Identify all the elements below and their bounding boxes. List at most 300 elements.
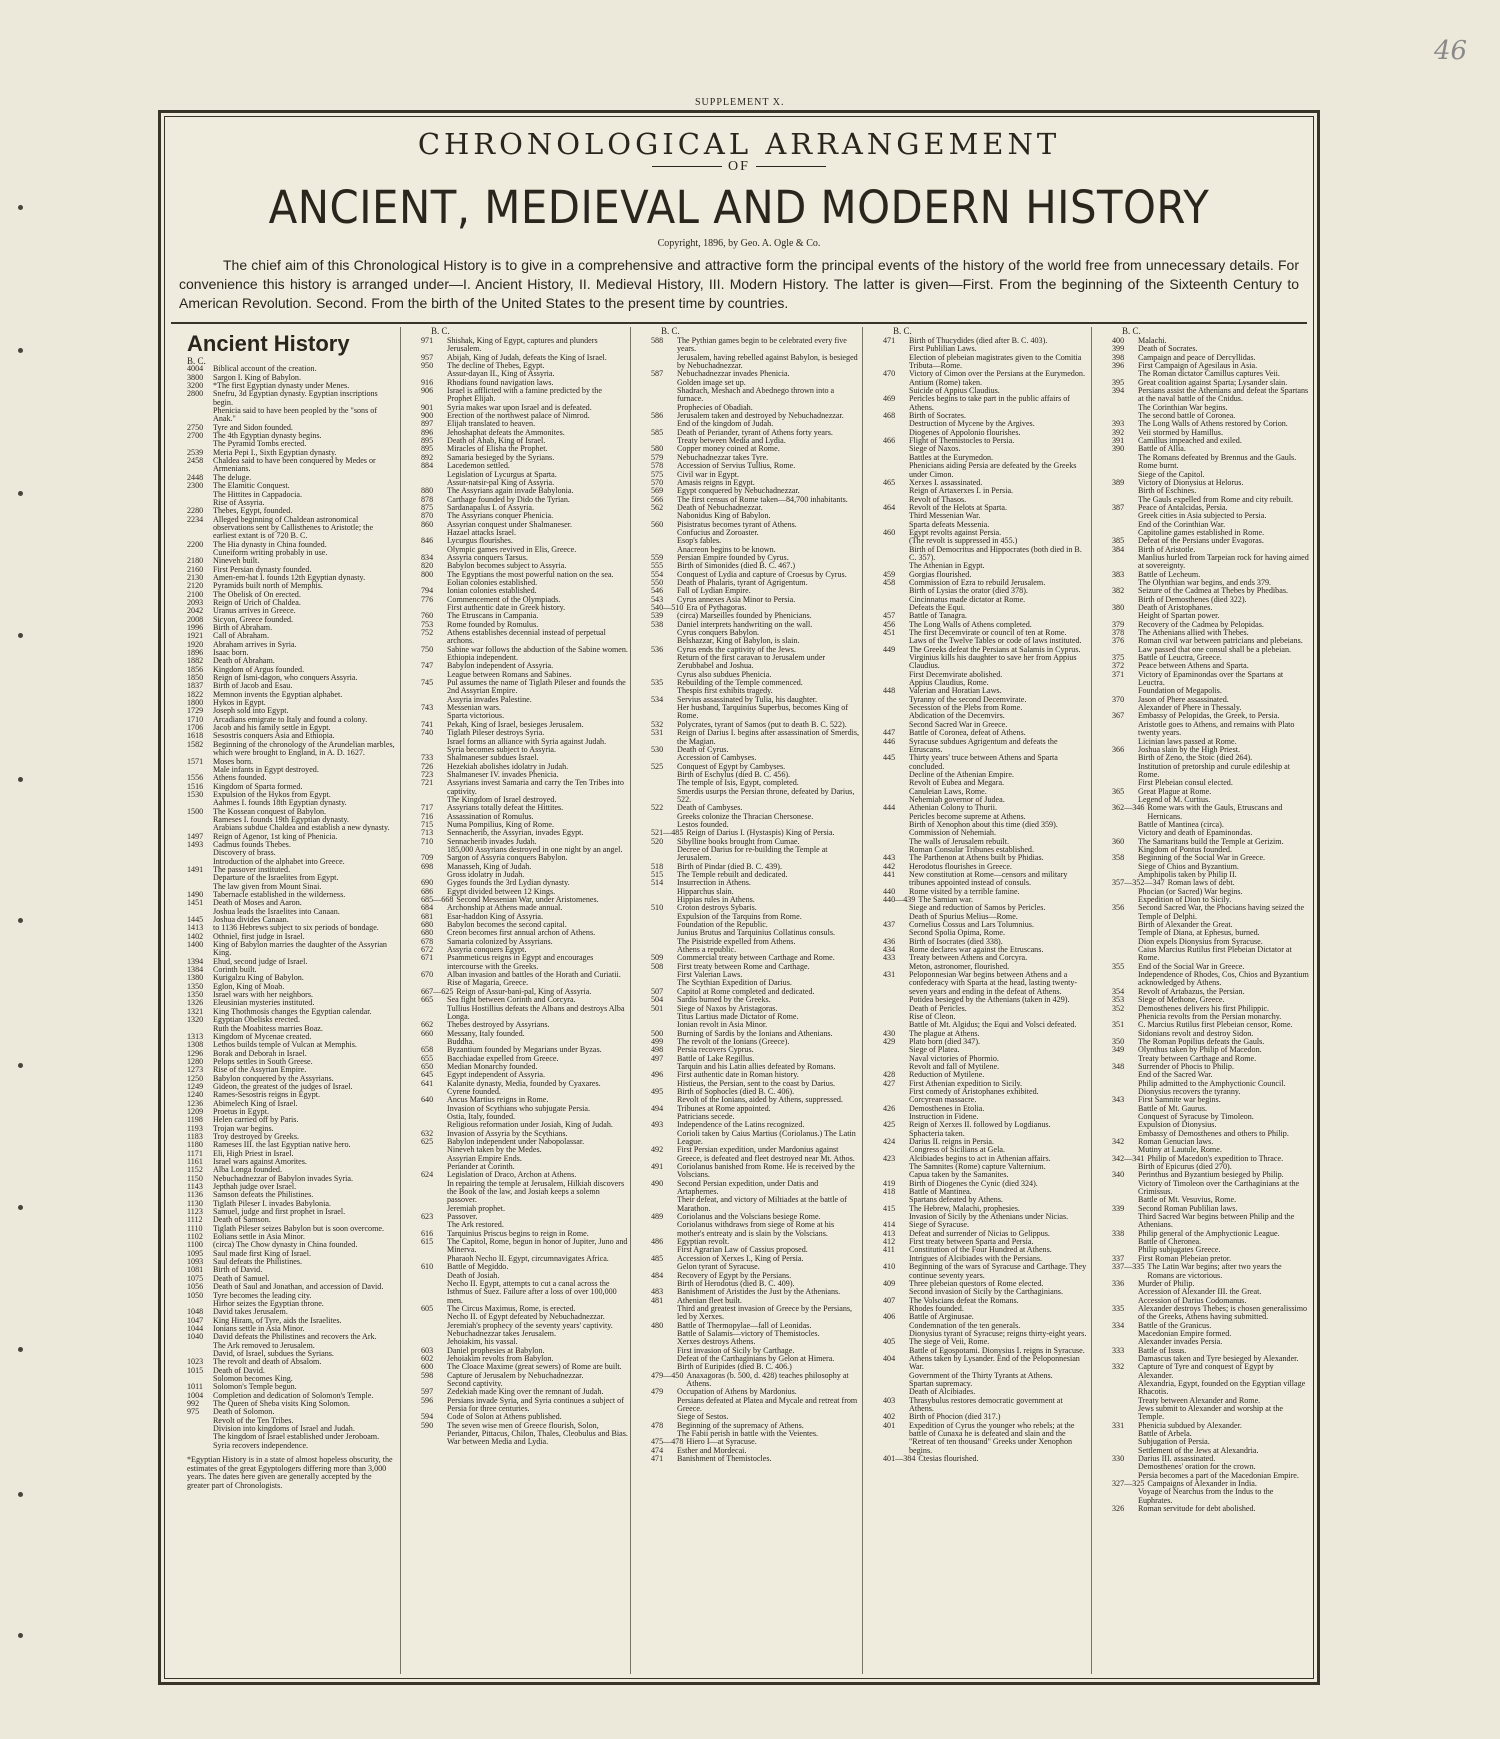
entry-text: Birth of Diogenes the Cynic (died 324). [909, 1178, 1038, 1188]
entry-text: Birth of Thucydides (died after B. C. 403). [909, 336, 1048, 345]
entry-year: 507 [651, 986, 664, 996]
entry-text: The Hia dynasty in China founded. [213, 539, 327, 549]
entry-year: 350 [1112, 1036, 1125, 1046]
timeline-entry [631, 654, 863, 671]
entry-year [883, 1055, 909, 1063]
timeline-entry [401, 521, 631, 529]
entry-text: Naval victories of Phormio. [909, 1053, 999, 1063]
entry-year [651, 1338, 677, 1346]
entry-year: 412 [883, 1237, 896, 1247]
entry-year: 579 [651, 452, 664, 462]
entry-year: 518 [651, 861, 664, 871]
entry-year: 878 [421, 494, 434, 504]
entry-text: Polycrates, tyrant of Samos (put to death B. C. 522). [677, 719, 847, 729]
entry-year: 632 [421, 1128, 434, 1138]
entry-year: 522 [651, 803, 664, 813]
entry-year: 602 [421, 1353, 434, 1363]
entry-text: Samaria colonized by Assyrians. [447, 936, 553, 946]
entry-text: Battle of Salamis—victory of Themistocles. [677, 1328, 820, 1338]
entry-year: 468 [883, 411, 896, 421]
timeline-entry [863, 1355, 1092, 1372]
entry-text: Assur-natsir-pal King of Assyria. [447, 477, 555, 487]
entry-year: 370 [1112, 694, 1125, 704]
entry-year: 498 [651, 1045, 664, 1055]
entry-text: Valerian and Horatian Laws. [909, 686, 1002, 696]
entry-year: 1493 [187, 839, 204, 849]
entry-text: Revolt and fall of Mytilene. [909, 1061, 1000, 1071]
entry-text: Demosthenes in Etolia. [909, 1103, 985, 1113]
entry-text: David, of Israel, subdues the Syrians. [213, 1348, 334, 1358]
timeline-entry [1092, 763, 1312, 780]
entry-text: Birth of Eschines. [1138, 486, 1197, 496]
entry-year [883, 654, 909, 671]
entry-text: Servius assassinated by Tulia, his daughter. [677, 694, 818, 704]
entry-text: The Pyramid Tombs erected. [213, 439, 307, 449]
entry-year: 425 [883, 1120, 896, 1130]
entry-text: Commission of Nehemiah. [909, 828, 996, 838]
entry-text: Capture of Jerusalem by Nebuchadnezzar. [447, 1370, 584, 1380]
entry-year: 1413 [187, 923, 204, 933]
entry-text: Death of Solomon. [213, 1407, 275, 1417]
entry-text: The temple of Isis, Egypt, completed. [677, 778, 799, 788]
entry-year [651, 379, 677, 387]
timeline-entry [1092, 1405, 1312, 1422]
entry-text: Abdication of the Decemvirs. [909, 711, 1005, 721]
entry-text: Foundation of the Republic. [677, 920, 768, 930]
entry-year: 404 [883, 1353, 896, 1363]
entry-text: Phocian (or Sacred) War begins. [1138, 886, 1243, 896]
timeline-entry [1092, 454, 1312, 471]
entry-year [651, 1305, 677, 1322]
entry-year: 901 [421, 402, 434, 412]
entry-text: Battle of Tanagra. [909, 611, 967, 621]
entry-text: Nebuchadnezzar of Babylon invades Syria. [213, 1173, 354, 1183]
entry-text: Borak and Deborah in Israel. [213, 1048, 307, 1058]
entry-text: Completion and dedication of Solomon's Temple. [213, 1390, 374, 1400]
timeline-entry [1092, 1363, 1312, 1380]
entry-text: Croton destroys Sybaris. [677, 903, 757, 913]
entry-year: 1850 [187, 673, 204, 683]
entry-year: 640 [421, 1095, 434, 1105]
entry-text: Reign of Darius I. begins after assassination of Smerdis, the Magian. [677, 728, 860, 746]
entry-text: Alexander of Phere in Thessaly. [1138, 703, 1242, 713]
timeline-entry [1092, 554, 1312, 571]
entry-year [1112, 1380, 1138, 1397]
entry-year [651, 788, 677, 805]
entry-year: 717 [421, 803, 434, 813]
entry-year: 1571 [187, 756, 204, 766]
entry-year: 401—384 [883, 1454, 916, 1464]
entry-year: 2458 [187, 456, 204, 466]
entry-text: Passover. [447, 1212, 478, 1222]
entry-text: First Decemvirate abolished. [909, 669, 1003, 679]
entry-text: Babylon conquered by the Assyrians. [213, 1073, 334, 1083]
timeline-entry [401, 679, 631, 696]
entry-text: (circa) The Chow dynasty in China founded. [213, 1240, 358, 1250]
entry-text: Treaty between Carthage and Rome. [1138, 1053, 1257, 1063]
entry-text: First Agrarian Law of Cassius proposed. [677, 1245, 808, 1255]
entry-text: Death of Josiah. [447, 1270, 500, 1280]
entry-text: Shishak, King of Egypt, captures and plunders Jerusalem. [447, 336, 598, 354]
binding-hole [18, 918, 23, 923]
entry-year: 2180 [187, 556, 204, 566]
entry-year: 534 [651, 694, 664, 704]
entry-year: 410 [883, 1262, 896, 1272]
entry-text: Condemnation of the ten generals. [909, 1320, 1021, 1330]
entry-year: 378 [1112, 628, 1125, 638]
entry-text: Xerxes destroys Athens. [677, 1337, 756, 1347]
entry-year: 1056 [187, 1282, 204, 1292]
entry-year: 402 [883, 1412, 896, 1422]
entry-text: Antium (Rome) taken. [909, 377, 983, 387]
timeline-entry [631, 729, 863, 746]
entry-year: 570 [651, 477, 664, 487]
entry-text: Legislation of Lycurgus at Sparta. [447, 469, 557, 479]
entry-text: Trojan war begins. [213, 1123, 274, 1133]
entry-text: Birth of Pindar (died B. C. 439). [677, 861, 782, 871]
entry-year: 1136 [187, 1190, 203, 1200]
entry-year: 532 [651, 719, 664, 729]
binding-hole [18, 1205, 23, 1210]
entry-year: 1516 [187, 781, 204, 791]
entry-text: Alcibiades begins to act in Athenian affairs. [909, 1153, 1051, 1163]
entry-text: Siege of Chios and Byzantium. [1138, 861, 1239, 871]
entry-text: Philip general of the Amphyctionic League. [1138, 1228, 1280, 1238]
entry-year [651, 846, 677, 863]
entry-year: 423 [883, 1153, 896, 1163]
entry-text: Persians invade Syria, and Syria continues a subject of Persia for three centuries. [447, 1395, 624, 1413]
entry-text: *The first Egyptian dynasty under Menes. [213, 381, 350, 391]
timeline-entry [863, 546, 1092, 563]
entry-year: 396 [1112, 361, 1125, 371]
entry-year: 1822 [187, 689, 204, 699]
entry-year: 2100 [187, 589, 204, 599]
entry-text: Battle of Arbela. [1138, 1429, 1192, 1439]
entry-text: Damascus taken and Tyre besieged by Alexander. [1138, 1353, 1299, 1363]
entry-text: Greek cities in Asia subjected to Persia. [1138, 511, 1267, 521]
entry-year: 1618 [187, 731, 204, 741]
entry-text: Seizure of the Cadmea at Thebes by Phedibas. [1138, 586, 1288, 596]
timeline-entry [1092, 1213, 1312, 1230]
entry-year: 343 [1112, 1095, 1125, 1105]
entry-text: Thrasybulus restores democratic government at Athens. [909, 1395, 1063, 1413]
entry-text: Rameses III. the last Egyptian native hero. [213, 1140, 351, 1150]
timeline-entry [631, 387, 863, 404]
entry-year: 710 [421, 836, 434, 846]
entry-year: 600 [421, 1362, 434, 1372]
entry-text: Reign of Assur-bani-pal, King of Assyria. [456, 986, 592, 996]
entry-text: Babylon independent of Assyria. [447, 661, 554, 671]
entry-year: 418 [883, 1187, 896, 1197]
entry-year: 1350 [187, 981, 204, 991]
entry-year: 794 [421, 586, 434, 596]
entry-text: Civil war in Egypt. [677, 469, 740, 479]
entry-year: 394 [1112, 386, 1125, 396]
entry-year [1112, 1238, 1138, 1246]
entry-text: Hazael attacks Israel. [447, 527, 516, 537]
entry-text: Reign of Xerxes II. followed by Logdianus. [909, 1120, 1051, 1130]
entry-text: Thespis first exhibits tragedy. [677, 686, 773, 696]
entry-text: Sargon of Assyria conquers Babylon. [447, 853, 568, 863]
entry-year: 834 [421, 552, 434, 562]
entry-year: 723 [421, 769, 434, 779]
timeline-entry [631, 1397, 863, 1414]
entry-year: 1296 [187, 1048, 204, 1058]
entry-text: King Hiram, of Tyre, aids the Israelites. [213, 1315, 342, 1325]
entry-text: Rames-Sesostris reigns in Egypt. [213, 1090, 321, 1100]
entry-year: 747 [421, 661, 434, 671]
entry-text: Manlius hurled from Tarpeian rock for having aimed at sovereignty. [1138, 552, 1309, 571]
entry-year: 376 [1112, 636, 1125, 646]
entry-year: 900 [421, 411, 434, 421]
entry-year: 658 [421, 1045, 434, 1055]
entry-year [883, 596, 909, 604]
timeline-entry [863, 754, 1092, 771]
entry-text: Memnon invents the Egyptian alphabet. [213, 689, 343, 699]
entry-text: Religious reformation under Josiah, King of Judah. [447, 1120, 613, 1130]
timeline-entry [863, 971, 1092, 996]
entry-text: End of the Sacred War. [1138, 1070, 1213, 1080]
timeline-entry [863, 1397, 1092, 1414]
entry-text: Siege and reduction of Samos by Pericles. [909, 903, 1046, 913]
entry-year [187, 1425, 213, 1433]
entry-year: 444 [883, 803, 896, 813]
timeline-entry [631, 1105, 863, 1113]
entry-year: 354 [1112, 986, 1125, 996]
entry-text: Pelops settles in South Greese. [213, 1056, 313, 1066]
entry-year: 479 [651, 1387, 664, 1397]
entry-text: David takes Jerusalem. [213, 1307, 288, 1317]
entry-text: Great coalition against Sparta; Lysander slain. [1138, 377, 1288, 387]
timeline-entry [1092, 1230, 1312, 1238]
entry-year: 975 [187, 1407, 200, 1417]
entry-text: Constitution of the Four Hundred at Athens. [909, 1245, 1052, 1255]
entry-year: 2700 [187, 431, 204, 441]
entry-year: 820 [421, 561, 434, 571]
entry-year [1112, 946, 1138, 963]
entry-text: Capitoline games established in Rome. [1138, 527, 1265, 537]
entry-list [167, 365, 400, 1450]
entry-text: Capua taken by the Samanites. [909, 1170, 1009, 1180]
entry-year: 358 [1112, 853, 1125, 863]
entry-year: 671 [421, 953, 434, 963]
entry-text: Commercial treaty between Carthage and Rome. [677, 953, 835, 963]
entry-year: 1209 [187, 1106, 204, 1116]
entry-year [883, 829, 909, 837]
timeline-entry [1092, 537, 1312, 545]
era-label: B. C. [187, 356, 206, 366]
entry-text: Nebuchadnezzar invades Phenicia. [677, 369, 790, 379]
entry-year: 357—352—347 [1112, 878, 1165, 888]
entry-year: 405 [883, 1337, 896, 1347]
history-frame [158, 110, 1320, 1685]
entry-text: Siege of Naxos by Aristagoras. [677, 1003, 778, 1013]
entry-year [1112, 1121, 1138, 1129]
timeline-entry [863, 1380, 1092, 1388]
entry-text: The seven wise men of Greece flourish, Solon, Periander, Pittacus, Chilon, Thales, Cleobulus and Bias. [447, 1420, 628, 1439]
entry-year [651, 929, 677, 937]
entry-text: Destruction of Mycene by the Argives. [909, 419, 1035, 429]
entry-text: The Long Walls of Athens completed. [909, 619, 1032, 629]
entry-year: 896 [421, 427, 434, 437]
entry-text: Cyrus conquers Babylon. [677, 628, 760, 638]
entry-text: Capture of Tyre and conquest of Egypt by Alexander. [1138, 1362, 1274, 1380]
timeline-entry [1092, 1505, 1312, 1513]
entry-year [651, 779, 677, 787]
entry-text: Invasion of Sicily by the Athenians under Nicias. [909, 1212, 1069, 1222]
entry-text: First Campaign of Agesilaus in Asia. [1138, 361, 1258, 371]
entry-year: 514 [651, 878, 664, 888]
entry-text: Division into kingdoms of Israel and Judah. [213, 1424, 355, 1433]
entry-text: The walls of Jerusalem rebuilt. [909, 836, 1010, 846]
entry-text: Greeks colonize the Thracian Chersonese. [677, 811, 814, 821]
entry-text: Expulsion of the Hykos from Egypt. [213, 789, 331, 799]
entry-text: The law given from Mount Sinai. [213, 881, 322, 891]
entry-year: 443 [883, 853, 896, 863]
entry-text: Nebuchadnezzar takes Jerusalem. [447, 1328, 556, 1338]
entry-text: Samson defeats the Philistines. [213, 1190, 314, 1200]
entry-text: Gelon tyrant of Syracuse. [677, 1262, 760, 1272]
entry-text: Siege of Platea. [909, 1045, 960, 1055]
entry-text: Third Messenian War. [909, 511, 981, 521]
entry-year: 441 [883, 870, 896, 879]
entry-text: Settlement of the Jews at Alexandria. [1138, 1445, 1259, 1455]
entry-year [883, 537, 909, 545]
entry-text: Cyrene founded. [447, 1086, 501, 1096]
entry-year: 365 [1112, 786, 1125, 796]
binding-hole [18, 491, 23, 496]
entry-year [883, 1372, 909, 1380]
timeline-entry [863, 354, 1092, 371]
entry-text: Egypt conquered by Nebuchadnezzar. [677, 486, 800, 496]
entry-text: Jepthah judge over Israel. [213, 1182, 297, 1192]
entry-text: Invasion of Scythians who subjugate Persia. [447, 1103, 590, 1113]
entry-text: Rome founded by Romulus. [447, 619, 539, 629]
entry-text: Legislation of Draco, Archon at Athens. [447, 1170, 577, 1180]
entry-text: Syria makes war upon Israel and is defeated. [447, 402, 592, 412]
entry-year: 895 [421, 436, 434, 446]
entry-text: Troy destroyed by Greeks. [213, 1131, 300, 1141]
entry-text: Birth of Demosthenes (died 322). [1138, 594, 1247, 604]
entry-text: Revolt of the Ionians, aided by Athens, suppressed. [677, 1095, 843, 1105]
entry-year: 641 [421, 1078, 434, 1088]
entry-year: 1582 [187, 739, 204, 749]
entry-text: Cuneiform writing probably in use. [213, 547, 328, 557]
entry-year: 2750 [187, 422, 204, 432]
entry-text: The Circus Maximus, Rome, is erected. [447, 1303, 576, 1313]
entry-year: 326 [1112, 1504, 1125, 1514]
timeline-entry [401, 696, 631, 704]
entry-text: Rise of the Assyrian Empire. [213, 1065, 307, 1075]
entry-text: Athens taken by Lysander. End of the Peloponnesian War. [909, 1353, 1080, 1372]
entry-text: Third and greatest invasion of Greece by the Persians, led by Xerxes. [677, 1303, 853, 1322]
entry-year: 597 [421, 1387, 434, 1397]
entry-text: The Kingdom of Israel destroyed. [447, 794, 557, 804]
timeline-entry [167, 1400, 400, 1408]
binding-holes [14, 0, 26, 1739]
timeline-entry [863, 1305, 1092, 1313]
entry-text: Lethos builds temple of Vulcan at Memphis. [213, 1040, 357, 1050]
entry-text: Birth of Phocion (died 317.) [909, 1412, 1001, 1422]
entry-year [883, 1013, 909, 1021]
timeline-entry [631, 1221, 863, 1238]
entry-text: Egypt revolts against Persia. [909, 527, 1002, 537]
entry-text: Battle of Mt. Gaurus. [1138, 1103, 1208, 1113]
binding-hole [18, 348, 23, 353]
entry-text: Departure of the Israelites from Egypt. [213, 873, 339, 883]
entry-text: Aahmes I. founds 18th Egyptian dynasty. [213, 798, 347, 808]
entry-text: The plague at Athens. [909, 1028, 980, 1038]
entry-text: Amasis reigns in Egypt. [677, 477, 755, 487]
entry-text: Histieus, the Persian, sent to the coast by Darius. [677, 1078, 836, 1088]
entry-text: Joshua slain by the High Priest. [1138, 744, 1241, 754]
entry-year [883, 1046, 909, 1054]
timeline-entry [631, 1455, 863, 1463]
entry-text: The second battle of Coronea. [1138, 411, 1236, 421]
entry-text: Alexander invades Persia. [1138, 1337, 1223, 1347]
timeline-entry [167, 407, 400, 424]
entry-text: Death of Ahab, King of Israel. [447, 436, 546, 446]
timeline-entry [401, 454, 631, 462]
entry-year: 709 [421, 853, 434, 863]
entry-year: 391 [1112, 436, 1125, 446]
entry-text: The Corinthian War begins. [1138, 402, 1228, 412]
entry-text: Laws of the Twelve Tables or code of laws instituted. [909, 636, 1082, 646]
entry-text: Spartans defeated by Athens. [909, 1195, 1003, 1205]
entry-text: Sicyon, Greece founded. [213, 614, 294, 624]
entry-text: Male infants in Egypt destroyed. [213, 764, 319, 774]
entry-text: Death of Socrates. [1138, 344, 1198, 354]
entry-year: 440—439 [883, 895, 916, 905]
entry-text: Lacedemon settled. [447, 461, 510, 471]
entry-year [1112, 721, 1138, 738]
entry-text: Assyrian conquest under Shalmaneser. [447, 519, 572, 529]
entry-text: Gross idolatry in Judah. [447, 870, 525, 879]
entry-text: The passover instituted. [213, 864, 291, 874]
entry-year: 1015 [187, 1365, 204, 1375]
entry-year: 884 [421, 461, 434, 471]
timeline-entry [401, 1263, 631, 1271]
entry-year: 1320 [187, 1015, 204, 1025]
entry-text: End of the Corinthian War. [1138, 519, 1226, 529]
timeline-entry [631, 354, 863, 371]
entry-text: Egyptian Obelisks erected. [213, 1015, 300, 1025]
entry-year: 486 [651, 1237, 664, 1247]
entry-text: Mutiny at Lautule, Rome. [1138, 1145, 1222, 1155]
entry-year: 398 [1112, 352, 1125, 362]
entry-text: Revolt of the Helots at Sparta. [909, 502, 1008, 512]
entry-text: Their defeat, and victory of Miltiades at the battle of Marathon. [677, 1195, 847, 1213]
entry-text: Corinth built. [213, 965, 257, 975]
entry-year: 555 [651, 561, 664, 571]
entry-text: Intrigues of Alcibiades with the Persians. [909, 1253, 1043, 1263]
entry-year: 489 [651, 1212, 664, 1222]
entry-text: Second Messenian War, under Aristomenes. [456, 895, 599, 905]
entry-text: Cincinnatus made dictator at Rome. [909, 594, 1026, 604]
timeline-entry [863, 562, 1092, 570]
entry-text: Battle of the Granicus. [1138, 1320, 1212, 1330]
entry-year: 578 [651, 461, 664, 471]
entry-text: Philip subjugates Greece. [1138, 1245, 1221, 1255]
entry-text: Dionysius tyrant of Syracuse; reigns thirty-eight years. [909, 1328, 1087, 1338]
entry-text: Biblical account of the creation. [213, 364, 317, 374]
entry-year [1112, 1071, 1138, 1079]
entry-text: Saul defeats the Philistines. [213, 1257, 303, 1267]
timeline-entry [1092, 437, 1312, 445]
entry-year: 662 [421, 1020, 434, 1030]
timeline-entry [401, 337, 631, 354]
entry-text: Cornelius Cossus and Lars Tolumnius. [909, 920, 1034, 930]
